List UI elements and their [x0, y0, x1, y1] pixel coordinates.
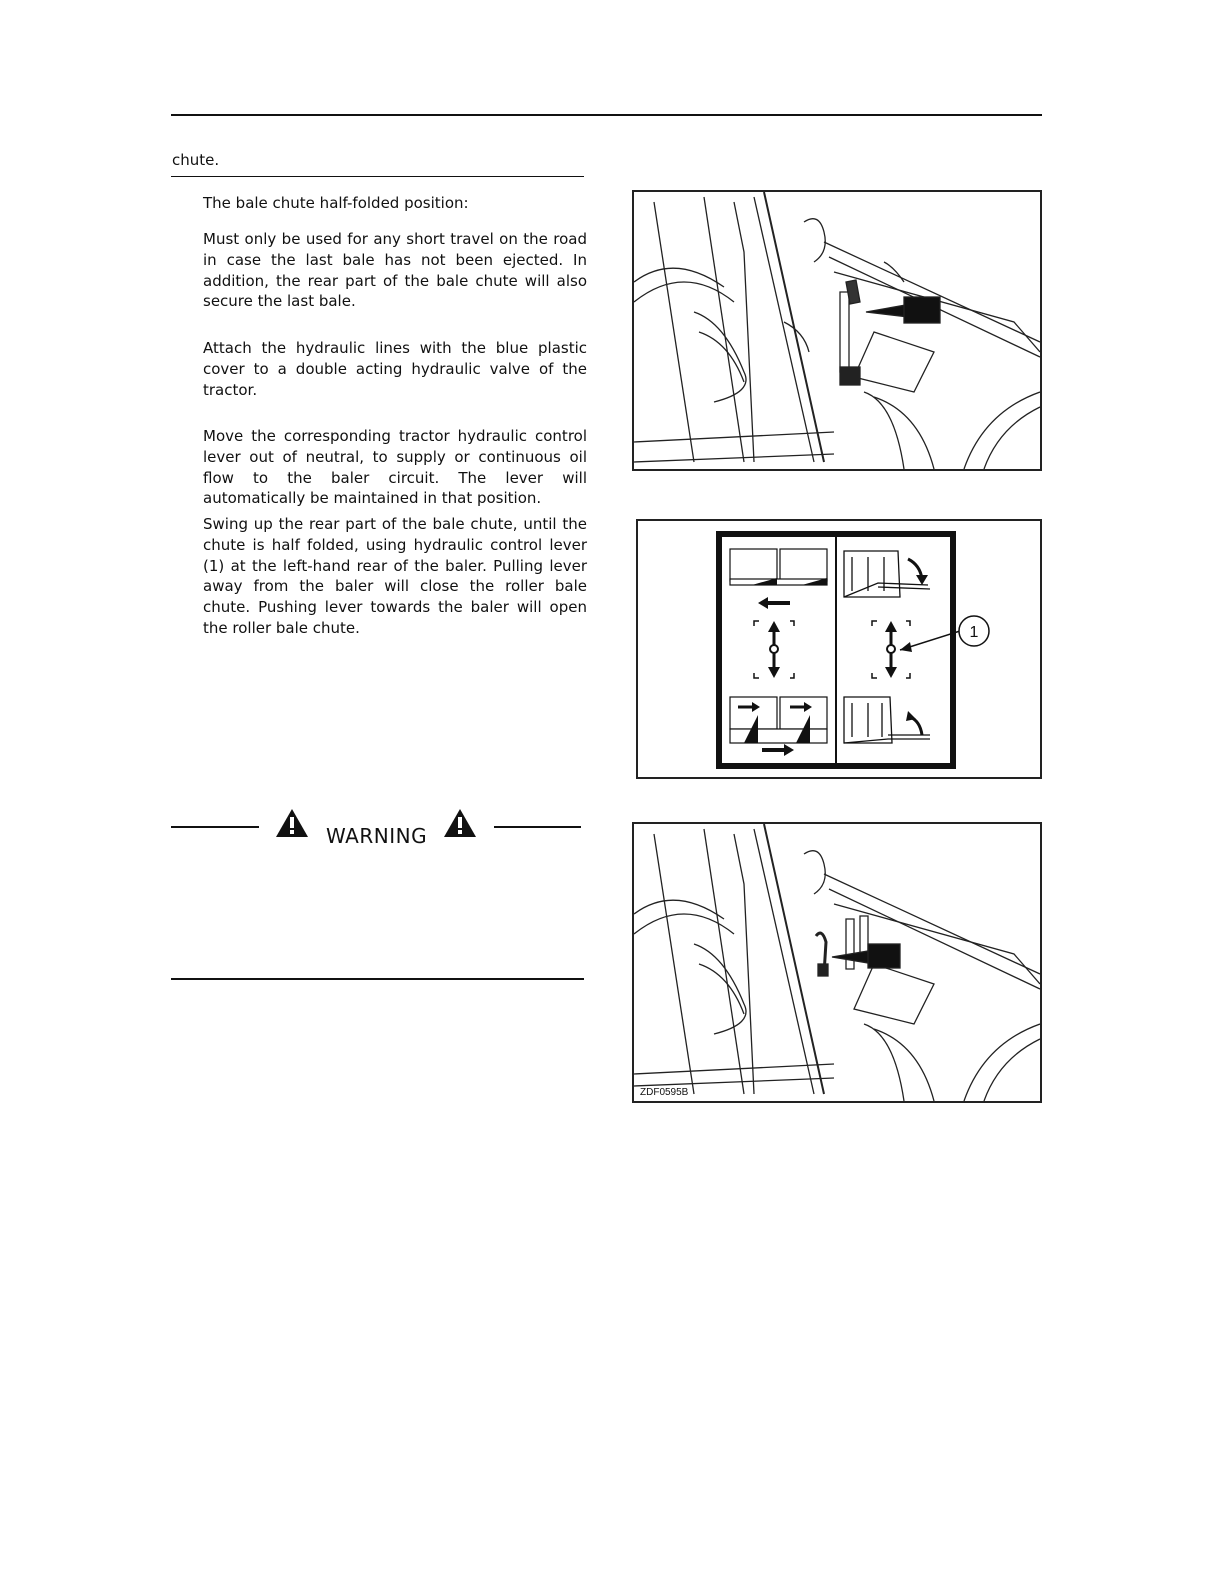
warning-rule-right [494, 826, 581, 828]
figure-rear-lever [632, 822, 1042, 1103]
warning-triangle-icon [275, 808, 309, 838]
paragraph-lever: Move the corresponding tractor hydraulic control lever out of neutral, to supply or continuous oil flow to the baler circuit. The lever will automatically be maintained in that position. [203, 427, 587, 508]
continued-text: chute. [172, 151, 220, 169]
figure-hydraulic-valve [632, 190, 1042, 471]
figure-control-decal [636, 519, 1042, 779]
decal-drawing [638, 521, 1040, 777]
paragraph-intro: The bale chute half-folded position: [203, 194, 469, 212]
warning-triangle-icon [443, 808, 477, 838]
paragraph-attach: Attach the hydraulic lines with the blue plastic cover to a double acting hydraulic valve of the tractor. [203, 339, 587, 399]
decal-callout-number: 1 [969, 624, 979, 641]
warning-end-rule [171, 978, 584, 980]
hydraulic-valve-drawing [634, 192, 1040, 469]
warning-label: WARNING [326, 824, 428, 848]
warning-rule-left [171, 826, 259, 828]
top-rule [171, 114, 1042, 116]
paragraph-usage: Must only be used for any short travel on the road in case the last bale has not been ejected. In addition, the rear part of the bale chute will also secure the last bale. [203, 230, 587, 311]
rear-lever-drawing [634, 824, 1040, 1101]
paragraph-swing: Swing up the rear part of the bale chute, until the chute is half folded, using hydraulic control lever (1) at the left-hand rear of the baler. Pulling lever away from the baler will close the roller bale chute. Pushing lever towards the baler will open the roller bale chute. [203, 515, 587, 637]
figure-code: ZDF0595B [640, 1087, 689, 1098]
section-rule [171, 176, 584, 177]
